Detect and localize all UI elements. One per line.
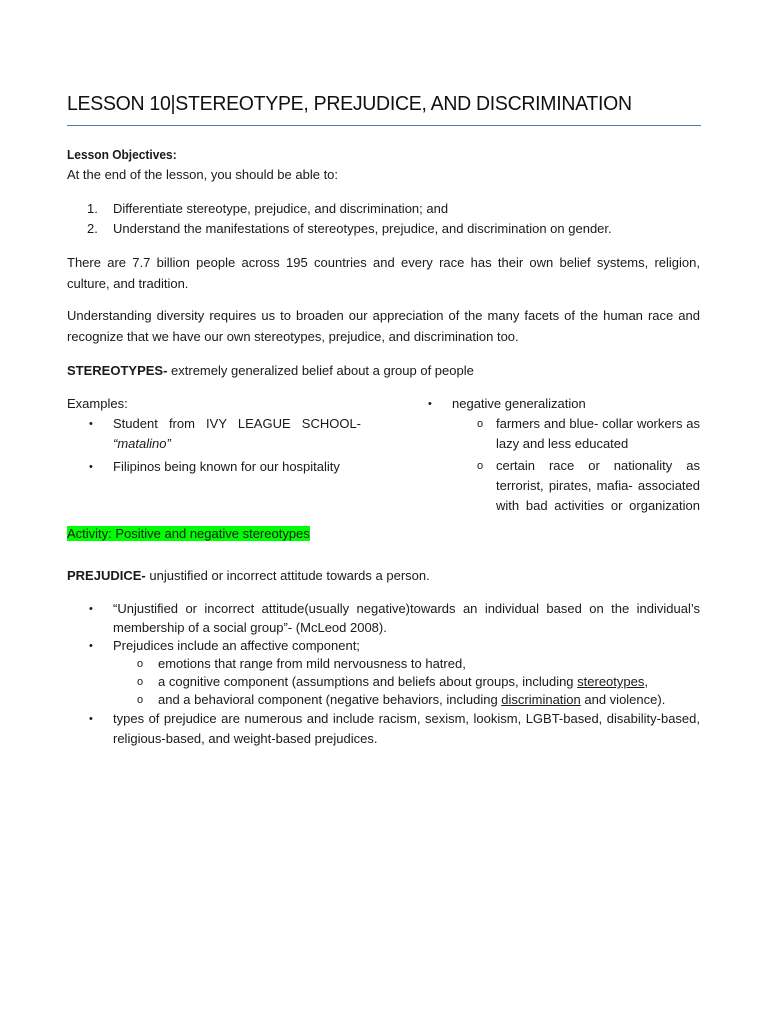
sub-bullet: o bbox=[477, 460, 484, 472]
prejudice-components-intro: Prejudices include an affective component; bbox=[113, 638, 360, 653]
page-title: LESSON 10|STEREOTYPE, PREJUDICE, AND DISCRIMINATION bbox=[67, 92, 632, 115]
negative-generalization-label: negative generalization bbox=[452, 396, 586, 411]
objective-item: Understand the manifestations of stereotypes, prejudice, and discrimination on gender. bbox=[113, 221, 612, 236]
bullet: • bbox=[89, 713, 93, 725]
paragraph-diversity: Understanding diversity requires us to broaden our appreciation of the many facets of the human race and recognize that we have our own stereotypes, prejudice, and discrimination too. bbox=[67, 308, 700, 344]
stereotypes-term: STEREOTYPES- bbox=[67, 363, 168, 378]
bullet: • bbox=[89, 640, 93, 652]
activity-highlight bbox=[67, 524, 310, 544]
negative-example-farmers: farmers and blue- collar workers as lazy and less educated bbox=[496, 416, 700, 451]
objectives-heading: Lesson Objectives: bbox=[67, 147, 177, 162]
negative-example-race: certain race or nationality as terrorist, pirates, mafia- associated with bad activities or organization bbox=[496, 458, 700, 513]
example-ivy-league: Student from IVY LEAGUE SCHOOL- bbox=[113, 416, 361, 431]
objective-number: 2. bbox=[87, 221, 98, 236]
bullet: • bbox=[428, 398, 432, 410]
stereotypes-link[interactable]: stereotypes bbox=[577, 674, 645, 689]
component-cognitive-end: , bbox=[644, 674, 648, 689]
component-affective: emotions that range from mild nervousness to hatred, bbox=[158, 656, 466, 671]
prejudice-mcleod-quote: “Unjustified or incorrect attitude(usually negative)towards an individual based on the individual’s membership of a social group”- (McLeod 2008). bbox=[113, 601, 700, 635]
prejudice-definition bbox=[67, 566, 430, 586]
sub-bullet: o bbox=[477, 418, 484, 430]
bullet: • bbox=[89, 418, 93, 430]
objectives-intro: At the end of the lesson, you should be able to: bbox=[67, 167, 339, 182]
activity-text: Activity: Positive and negative stereotypes bbox=[67, 526, 310, 541]
sub-bullet: o bbox=[137, 694, 144, 706]
sub-bullet: o bbox=[137, 658, 144, 670]
sub-bullet: o bbox=[137, 676, 144, 688]
component-behavioral-text: and a behavioral component (negative behaviors, including bbox=[158, 692, 502, 707]
component-cognitive bbox=[158, 672, 648, 692]
example-matalino: “matalino” bbox=[113, 436, 171, 451]
objective-number: 1. bbox=[87, 201, 98, 216]
example-hospitality: Filipinos being known for our hospitality bbox=[113, 459, 340, 474]
discrimination-link[interactable]: discrimination bbox=[501, 692, 581, 707]
objective-item: Differentiate stereotype, prejudice, and discrimination; and bbox=[113, 201, 449, 216]
title-underline bbox=[67, 125, 701, 126]
paragraph-population: There are 7.7 billion people across 195 countries and every race has their own belief systems, religion, culture, and tradition. bbox=[67, 255, 700, 291]
bullet: • bbox=[89, 603, 93, 615]
component-behavioral bbox=[158, 690, 665, 710]
stereotypes-definition bbox=[67, 361, 474, 381]
prejudice-term: PREJUDICE- bbox=[67, 568, 146, 583]
prejudice-types: types of prejudice are numerous and include racism, sexism, lookism, LGBT-based, disability-based, religious-based, and weight-based prejudices. bbox=[113, 711, 700, 746]
prejudice-definition-text: unjustified or incorrect attitude towards a person. bbox=[145, 568, 430, 583]
component-behavioral-end: and violence). bbox=[580, 692, 666, 707]
bullet: • bbox=[89, 461, 93, 473]
examples-label: Examples: bbox=[67, 396, 128, 411]
component-cognitive-text: a cognitive component (assumptions and beliefs about groups, including bbox=[158, 674, 578, 689]
stereotypes-definition-text: extremely generalized belief about a group of people bbox=[167, 363, 474, 378]
